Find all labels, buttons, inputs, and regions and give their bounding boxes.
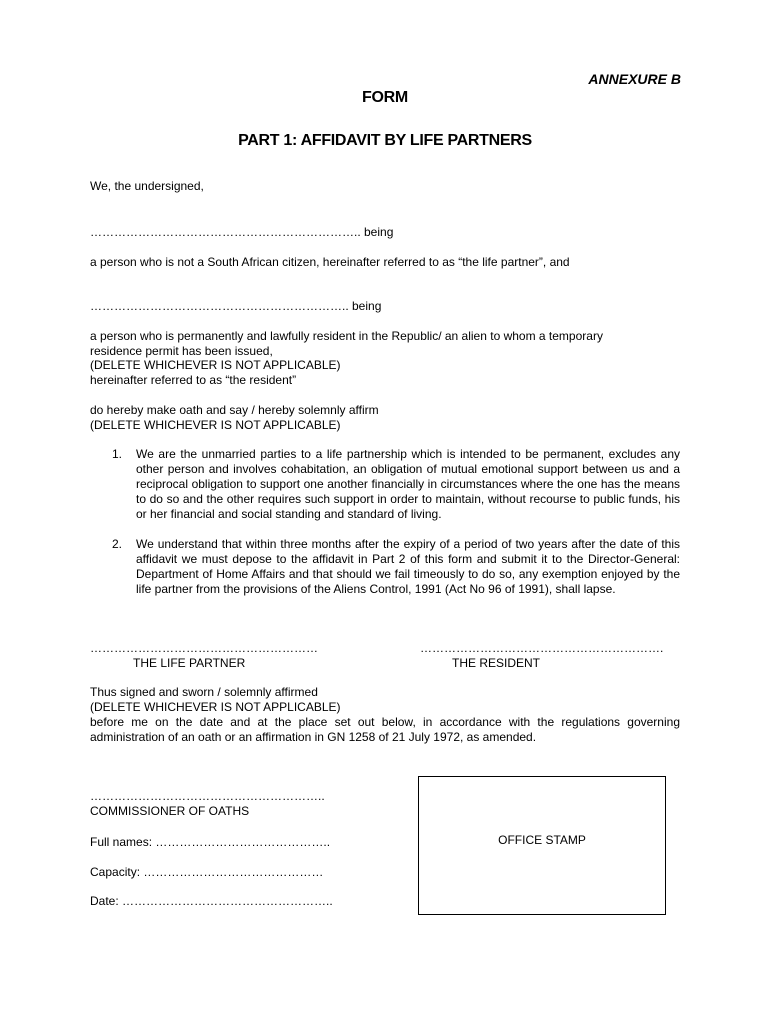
statement-1-number: 1.	[112, 447, 123, 461]
office-stamp-label: OFFICE STAMP	[498, 833, 586, 847]
office-stamp-box	[418, 776, 666, 915]
statement-2-text: We understand that within three months after the expiry of a period of two years after the date of this affidavit we must depose to the affidavit in Part 2 of this form and submit it to the Director-General: Department of Home Affairs and that should we fail timeously to do so, any exemption enjoyed by the life partner from the provisions of the Aliens Control, 1991 (Act No 96 of 1991), shall lapse.	[136, 537, 680, 596]
resident-description-line-1: a person who is permanently and lawfully resident in the Republic/ an alien to whom a temporary	[90, 329, 603, 343]
commissioner-signature-line: …………………………………………………..	[90, 789, 325, 803]
oath-line: do hereby make oath and say / hereby solemnly affirm	[90, 403, 379, 417]
sworn-delete-note: (DELETE WHICHEVER IS NOT APPLICABLE)	[90, 700, 341, 714]
oath-delete-note: (DELETE WHICHEVER IS NOT APPLICABLE)	[90, 418, 341, 432]
part-heading: PART 1: AFFIDAVIT BY LIFE PARTNERS	[238, 132, 532, 149]
sworn-line: Thus signed and sworn / solemnly affirmed	[90, 685, 318, 699]
capacity-field: Capacity: ………………………………………	[90, 865, 324, 879]
resident-description-line-4: hereinafter referred to as “the resident”	[90, 373, 297, 387]
sworn-regulation-text: before me on the date and at the place set out below, in accordance with the regulations governing administration of an oath or an affirmation in GN 1258 of 21 July 1972, as amended.	[90, 715, 680, 744]
life-partner-description: a person who is not a South African citizen, hereinafter referred to as “the life partner”, and	[90, 255, 570, 269]
date-field: Date: ……………………………………………..	[90, 894, 333, 908]
life-partner-signature-line: …………………………………………………	[90, 641, 318, 655]
life-partner-signature-label: THE LIFE PARTNER	[133, 656, 246, 670]
commissioner-label: COMMISSIONER OF OATHS	[90, 804, 250, 818]
statement-2-number: 2.	[112, 537, 123, 551]
resident-name-line: ……………………………………………………….. being	[90, 299, 382, 313]
resident-description-line-2: residence permit has been issued,	[90, 344, 273, 358]
form-heading: FORM	[362, 89, 408, 106]
annexure-label: ANNEXURE B	[588, 71, 681, 87]
resident-signature-line: …………………………………………………….	[420, 641, 664, 655]
resident-delete-note: (DELETE WHICHEVER IS NOT APPLICABLE)	[90, 358, 341, 372]
statement-1-text: We are the unmarried parties to a life partnership which is intended to be permanent, excludes any other person and involves cohabitation, an obligation of mutual emotional support between us and a reciprocal obligation to support one another financially in circumstances where the one has the means to do so and the other requires such support in order to maintain, without recourse to public funds, his or her financial and social standing and standard of living.	[136, 447, 680, 521]
resident-signature-label: THE RESIDENT	[452, 656, 541, 670]
life-partner-name-line: ………………………………………………………….. being	[90, 225, 394, 239]
full-names-field: Full names: ……………………………………..	[90, 835, 331, 849]
intro-text: We, the undersigned,	[90, 179, 204, 193]
